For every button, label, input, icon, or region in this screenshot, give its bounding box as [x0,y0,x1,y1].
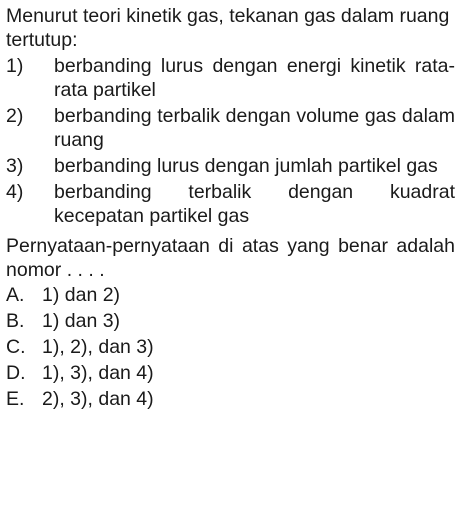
question-document [6,4,455,412]
question-stem [6,4,455,52]
option-text: 1), 3), dan 4) [42,362,154,384]
statement-1 [6,54,455,102]
statement-3 [6,154,455,178]
statement-number: 3) [6,155,24,177]
statement-number: 2) [6,105,24,127]
answer-options [6,282,455,412]
option-text: 1), 2), dan 3) [42,336,154,358]
option-text: 2), 3), dan 4) [42,388,154,410]
option-text: 1) dan 2) [42,284,121,306]
stem-text: Menurut teori kinetik gas, tekanan gas dalam ruang tertutup: [6,5,450,51]
option-c[interactable] [6,334,455,360]
statement-number: 4) [6,181,24,203]
option-b[interactable] [6,308,455,334]
option-letter: D. [6,362,26,384]
statement-2 [6,104,455,152]
statement-text: berbanding terbalik dengan volume gas dalam ruang [54,105,455,151]
option-e[interactable] [6,386,455,412]
statement-text: berbanding lurus dengan energi kinetik rata-rata partikel [54,55,455,101]
statement-list [6,54,455,228]
statement-number: 1) [6,55,24,77]
option-letter: A. [6,284,25,306]
question-prompt: Pernyataan-pernyataan di atas yang benar adalah nomor . . . . [6,235,455,281]
option-a[interactable] [6,282,455,308]
option-d[interactable] [6,360,455,386]
statement-text: berbanding lurus dengan jumlah partikel gas [54,155,438,177]
statement-text: berbanding terbalik dengan kuadrat kecepatan partikel gas [54,181,455,227]
option-letter: C. [6,336,26,358]
option-letter: E. [6,388,25,410]
option-text: 1) dan 3) [42,310,121,332]
option-letter: B. [6,310,25,332]
statement-4 [6,180,455,228]
